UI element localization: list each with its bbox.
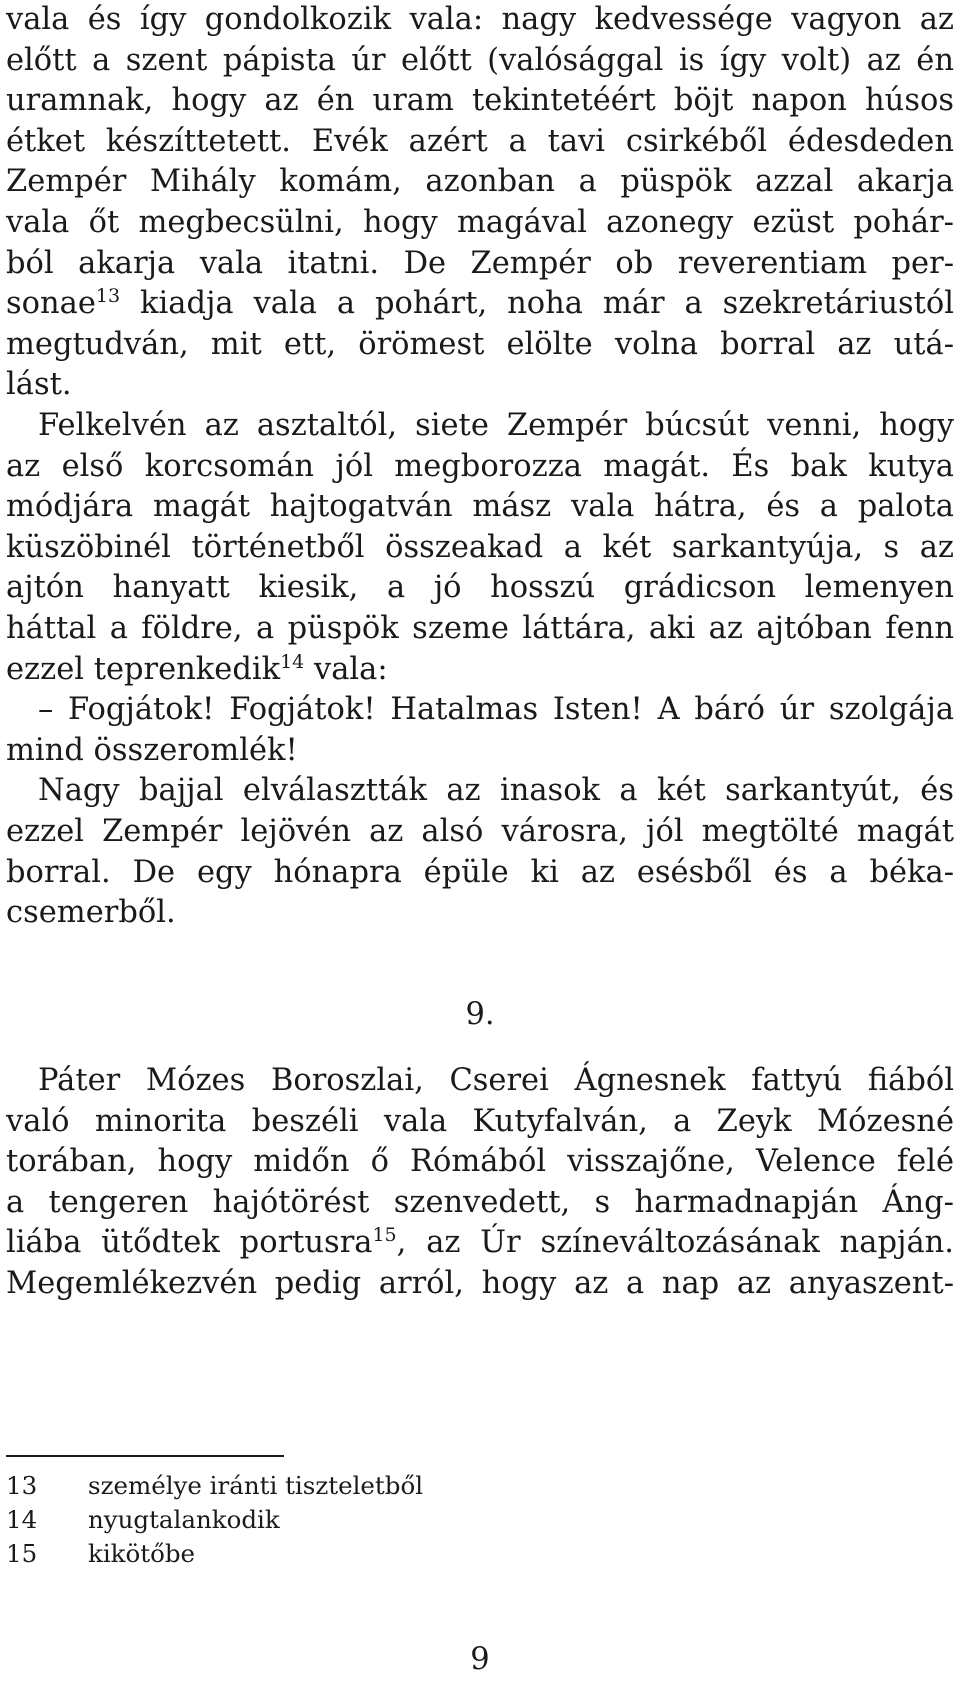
text-line: háttal a földre, a püspök szeme láttára, aki az ajtóban fenn — [6, 611, 954, 646]
footnote-ref: 14 — [280, 650, 305, 673]
text-line: az első korcsomán jól megborozza magát. És bak kutya — [6, 448, 954, 484]
text-segment: kiadja vala a pohárt, noha már a szekretáriustól — [120, 286, 954, 322]
text-line: ból akarja vala itatni. De Zempér ob reverentiam per- — [6, 245, 954, 281]
footnote-ref: 15 — [372, 1224, 397, 1247]
text-line: csemerből. — [6, 895, 176, 931]
footnote-text: személye iránti tiszteletből — [88, 1471, 424, 1500]
text-line: ajtón hanyatt kiesik, a jó hosszú grádicson lemenyen — [6, 570, 954, 606]
text-line: ezzel Zempér lejövén az alsó városra, jól megtölté magát — [6, 814, 954, 849]
text-segment: ezzel teprenkedik — [6, 651, 281, 687]
text-segment: vala: — [304, 651, 388, 687]
footnote-number: 14 — [6, 1505, 38, 1534]
text-line: étket készíttetett. Evék azért a tavi csirkéből édesdeden — [6, 123, 954, 159]
footnote-number: 15 — [6, 1539, 38, 1568]
text-line: lást. — [6, 367, 72, 403]
text-line: előtt a szent pápista úr előtt (valósággal is így volt) az én — [6, 42, 954, 78]
text-line: mind összeromlék! — [6, 732, 298, 768]
text-line: való minorita beszéli vala Kutyfalván, a Zeyk Mózesné — [6, 1103, 954, 1139]
text-line — [6, 1223, 954, 1263]
text-line: torában, hogy midőn ő Rómából visszajőne, Velence felé — [6, 1144, 954, 1180]
footnote — [6, 1504, 280, 1536]
footnote-ref: 13 — [95, 285, 121, 308]
text-line: Nagy bajjal elválasztták az inasok a két sarkantyút, és — [38, 773, 954, 809]
text-line — [6, 284, 954, 324]
text-line: módjára magát hajtogatván mász vala hátra, és a palota — [6, 489, 954, 525]
text-line: megtudván, mit ett, örömest elölte volna borral az utá- — [6, 326, 954, 362]
text-line: borral. De egy hónapra épüle ki az esésből és a béka- — [6, 854, 954, 890]
book-page — [6, 0, 954, 1691]
text-segment: liába ütődtek portusra — [6, 1225, 373, 1261]
text-line: Felkelvén az asztaltól, siete Zempér búcsút venni, hogy — [38, 408, 954, 443]
text-segment: sonae — [6, 286, 96, 322]
text-line: a tengeren hajótörést szenvedett, s harmadnapján Áng- — [6, 1184, 954, 1220]
footnote-rule — [6, 1455, 284, 1457]
text-line: vala és így gondolkozik vala: nagy kedvessége vagyon az — [6, 2, 954, 37]
page-number: 9 — [470, 1642, 490, 1677]
footnote-text: nyugtalankodik — [88, 1505, 280, 1534]
text-line: küszöbinél történetből összeakad a két sarkantyúja, s az — [6, 529, 954, 565]
footnote-text: kikötőbe — [88, 1539, 196, 1568]
text-line: Zempér Mihály komám, azonban a püspök azzal akarja — [6, 164, 954, 200]
text-line: Megemlékezvén pedig arról, hogy az a nap az anyaszent- — [6, 1266, 954, 1301]
text-line — [6, 650, 388, 690]
text-line: Páter Mózes Boroszlai, Cserei Ágnesnek fattyú fiából — [38, 1063, 954, 1098]
text-line: vala őt megbecsülni, hogy magával azonegy ezüst pohár- — [6, 205, 954, 240]
text-segment: , az Úr színeváltozásának napján. — [396, 1225, 954, 1261]
footnote — [6, 1470, 423, 1502]
text-line: – Fogjátok! Fogjátok! Hatalmas Isten! A báró úr szolgája — [38, 692, 954, 728]
section-number: 9. — [465, 997, 495, 1032]
text-line: uramnak, hogy az én uram tekintetéért böjt napon húsos — [6, 83, 954, 119]
footnote-number: 13 — [6, 1471, 38, 1500]
footnote — [6, 1538, 195, 1570]
